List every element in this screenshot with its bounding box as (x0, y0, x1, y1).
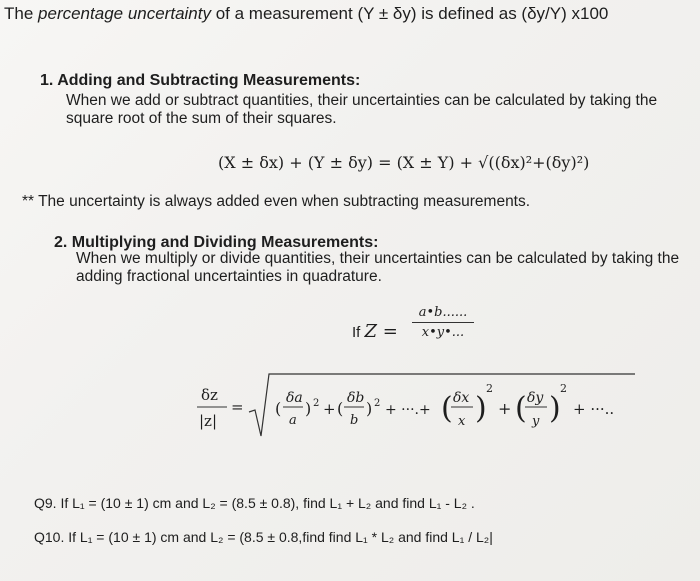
svg-text:): ) (475, 391, 487, 426)
svg-text:(: ( (275, 399, 282, 418)
svg-text:2: 2 (560, 382, 567, 395)
question-10: Q10. If L₁ = (10 ± 1) cm and L₂ = (8.5 ± 0.8,find find L₁ * L₂ and find L₁ / L₂| (34, 529, 493, 545)
lhs-numerator: δz (201, 386, 218, 404)
svg-text:): ) (549, 391, 561, 426)
section1-body-line2: square root of the sum of their squares. (66, 110, 337, 127)
svg-text:(: ( (337, 399, 344, 418)
term-b-num: δb (347, 390, 365, 406)
z-fraction-numerator: a•b...... (412, 305, 474, 323)
svg-text:2: 2 (374, 398, 381, 409)
section1-body-line1: When we add or subtract quantities, their uncertainties can be calculated by taking the (66, 92, 658, 109)
lhs-denominator: |z| (199, 412, 218, 430)
svg-text:2: 2 (486, 382, 493, 395)
end-ellipsis: + ···.. (573, 400, 615, 418)
svg-text:=: = (231, 398, 244, 416)
section1-equation: (X ± δx) + (Y ± δy) = (X ± Y) + √((δx)²+(δy)²) (218, 153, 590, 172)
term-a-den: a (289, 413, 297, 428)
svg-text:(: ( (515, 391, 527, 426)
intro-suffix: of a measurement (Y ± δy) is defined as (δy/Y) x100 (210, 4, 609, 23)
question-9: Q9. If L₁ = (10 ± 1) cm and L₂ = (8.5 ± 0.8), find L₁ + L₂ and find L₁ - L₂ . (34, 495, 475, 511)
intro-italic-term: percentage uncertainty (38, 4, 211, 23)
z-fraction (412, 305, 474, 340)
section1-heading: 1. Adding and Subtracting Measurements: (40, 72, 361, 89)
term-b-den: b (350, 413, 359, 428)
svg-text:): ) (305, 399, 312, 418)
section2-body-line2: adding fractional uncertainties in quadrature. (76, 268, 382, 285)
svg-text:+: + (323, 400, 336, 418)
svg-text:2: 2 (313, 398, 320, 409)
if-z-label (352, 321, 398, 342)
term-y-num: δy (527, 390, 544, 406)
svg-text:(: ( (441, 391, 453, 426)
svg-text:+: + (498, 399, 512, 418)
section2-heading: 2. Multiplying and Dividing Measurements: (54, 234, 379, 251)
note-text: ** The uncertainty is always added even when subtracting measurements. (22, 193, 531, 210)
if-word: If (352, 324, 361, 341)
quadrature-equation (195, 370, 635, 450)
z-fraction-denominator: x•y•... (421, 325, 465, 340)
svg-text:): ) (366, 399, 373, 418)
section2-body-line1: When we multiply or divide quantities, their uncertainties can be calculated by taking the (76, 250, 680, 267)
intro-prefix: The (4, 4, 39, 23)
term-x-num: δx (453, 390, 470, 406)
z-equals: Z = (364, 321, 398, 342)
term-x-den: x (458, 414, 466, 429)
term-a-num: δa (286, 390, 303, 406)
middle-ellipsis: + ···.+ (385, 402, 431, 418)
intro-definition (4, 4, 608, 24)
term-y-den: y (532, 414, 540, 429)
